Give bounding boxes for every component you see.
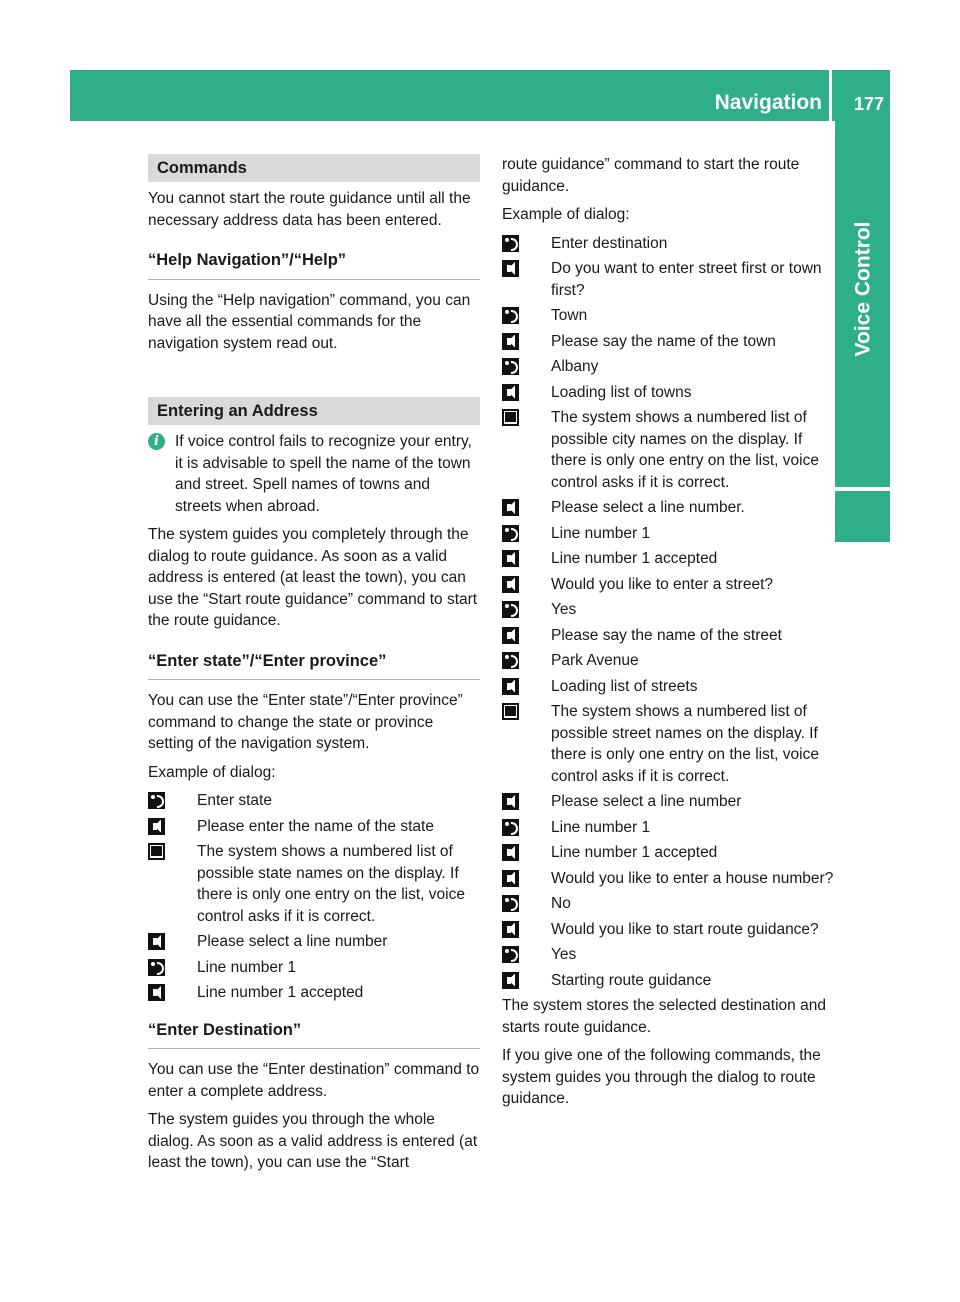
speaker-icon [502, 307, 519, 324]
system-voice-icon [502, 550, 519, 567]
system-voice-icon [502, 384, 519, 401]
state-dialog-list [148, 790, 480, 1004]
commands-heading: Commands [148, 154, 480, 182]
dialog-step [502, 625, 837, 647]
dialog-step [502, 791, 837, 813]
address-text: The system guides you completely through the dialog to route guidance. As soon as a valid address is entered (at least the town), you can use the “Start route guidance” command to start the route guidance. [148, 526, 478, 629]
dialog-step-text: No [551, 895, 571, 912]
destination-text-1: You can use the “Enter destination” command to enter a complete address. [148, 1061, 480, 1100]
dialog-step-text: Line number 1 [197, 958, 297, 976]
dialog-step-text: The system shows a numbered list of possible city names on the display. If there is only one entry on the list, voice control asks if it is correct. [551, 409, 819, 491]
system-voice-icon [502, 921, 519, 938]
dialog-step [148, 841, 480, 927]
page-header [70, 70, 890, 121]
destination-heading: “Enter Destination” [148, 1020, 480, 1050]
speaker-icon [148, 792, 165, 809]
dialog-step [502, 356, 837, 378]
commands-text: You cannot start the route guidance until all the necessary address data has been entered. [148, 190, 471, 229]
dialog-step-text: Line number 1 [551, 524, 651, 542]
dialog-step [502, 650, 837, 672]
chapter-tab-label: Voice Control [850, 221, 874, 357]
section-title: Navigation [714, 91, 822, 114]
dialog-step-text: Line number 1 accepted [551, 550, 718, 567]
dialog-step [502, 599, 837, 621]
example-label: Example of dialog: [502, 206, 630, 223]
system-voice-icon [148, 818, 165, 835]
state-text: You can use the “Enter state”/“Enter province” command to change the state or province setting of the navigation system. [148, 692, 463, 752]
dialog-step [148, 982, 480, 1004]
system-voice-icon [502, 793, 519, 810]
dialog-step-text: Loading list of streets [551, 677, 698, 695]
speaker-icon [502, 525, 519, 542]
right-column [502, 154, 837, 1117]
dialog-step-text: Yes [551, 601, 577, 618]
left-column [148, 154, 480, 1181]
dialog-step [502, 233, 837, 255]
info-note [148, 431, 480, 517]
dialog-step-text: Would you like to enter a street? [551, 575, 774, 593]
dialog-step [502, 676, 837, 698]
speaker-icon [502, 819, 519, 836]
dialog-step-text: Yes [551, 946, 577, 963]
speaker-icon [502, 235, 519, 252]
state-example-label: Example of dialog: [148, 763, 276, 781]
closing-text-1: The system stores the selected destination and starts route guidance. [502, 997, 826, 1036]
dialog-step-text: Would you like to start route guidance? [551, 920, 819, 938]
chapter-marker [835, 491, 890, 542]
dialog-step [148, 931, 480, 953]
destination-text-2: The system guides you through the whole dialog. As soon as a valid address is entered (at least the town), you can use the “Start [148, 1111, 478, 1171]
dialog-step [502, 382, 837, 404]
dialog-step-text: Line number 1 accepted [551, 844, 718, 861]
dialog-step-text: The system shows a numbered list of possible state names on the display. If there is only one entry on the list, voice control asks if it is correct. [197, 843, 465, 925]
dialog-step [502, 407, 837, 493]
dialog-step [148, 957, 480, 979]
dialog-step [148, 790, 480, 812]
help-heading: “Help Navigation”/“Help” [148, 250, 480, 280]
display-icon [502, 409, 519, 426]
dialog-step-text: Please select a line number [197, 933, 388, 950]
speaker-icon [502, 652, 519, 669]
dialog-step-text: Line number 1 [551, 818, 651, 836]
speaker-icon [502, 601, 519, 618]
dialog-step [502, 523, 837, 545]
system-voice-icon [502, 627, 519, 644]
system-voice-icon [148, 933, 165, 950]
system-voice-icon [502, 678, 519, 695]
dialog-step [502, 944, 837, 966]
system-voice-icon [502, 576, 519, 593]
dialog-step [148, 816, 480, 838]
dialog-step-text: The system shows a numbered list of possible street names on the display. If there is only one entry on the list, voice control asks if it is correct. [551, 703, 819, 785]
system-voice-icon [502, 844, 519, 861]
dialog-step-text: Loading list of towns [551, 383, 692, 401]
state-heading: “Enter state”/“Enter province” [148, 651, 480, 681]
dialog-step-text: Starting route guidance [551, 971, 712, 989]
info-note-text: If voice control fails to recognize your entry, it is advisable to spell the name of the town and street. Spell names of towns and streets when abroad. [175, 433, 472, 515]
dialog-step [502, 701, 837, 787]
speaker-icon [502, 946, 519, 963]
speaker-icon [502, 358, 519, 375]
dialog-step [502, 331, 837, 353]
dialog-step [502, 305, 837, 327]
dialog-step-text: Please say the name of the town [551, 332, 776, 350]
dialog-step-text: Please enter the name of the state [197, 817, 434, 835]
speaker-icon [502, 895, 519, 912]
dialog-step [502, 497, 837, 519]
dialog-step-text: Town [551, 307, 588, 324]
destination-dialog-list [502, 233, 837, 992]
dialog-step [502, 258, 837, 301]
dialog-step [502, 893, 837, 915]
system-voice-icon [502, 870, 519, 887]
system-voice-icon [502, 333, 519, 350]
header-divider [829, 70, 832, 121]
dialog-step-text: Albany [551, 358, 599, 375]
dialog-step [502, 919, 837, 941]
closing-text-2: If you give one of the following commands, the system guides you through the dialog to route guidance. [502, 1047, 821, 1107]
display-icon [148, 843, 165, 860]
continued-text: route guidance” command to start the route guidance. [502, 156, 800, 195]
dialog-step [502, 842, 837, 864]
address-heading: Entering an Address [148, 397, 480, 425]
dialog-step-text: Park Avenue [551, 652, 639, 669]
dialog-step-text: Line number 1 accepted [197, 984, 364, 1001]
dialog-step [502, 817, 837, 839]
display-icon [502, 703, 519, 720]
dialog-step-text: Please select a line number [551, 793, 742, 810]
dialog-step-text: Do you want to enter street first or town first? [551, 260, 822, 299]
system-voice-icon [502, 499, 519, 516]
speaker-icon [148, 959, 165, 976]
dialog-step-text: Please say the name of the street [551, 626, 782, 644]
system-voice-icon [148, 984, 165, 1001]
help-text: Using the “Help navigation” command, you can have all the essential commands for the navigation system read out. [148, 291, 471, 352]
dialog-step-text: Would you like to enter a house number? [551, 869, 834, 887]
dialog-step-text: Enter destination [551, 234, 668, 252]
page-number: 177 [853, 94, 884, 114]
info-icon: i [148, 433, 165, 450]
dialog-step [502, 970, 837, 992]
system-voice-icon [502, 260, 519, 277]
dialog-step [502, 574, 837, 596]
dialog-step-text: Enter state [197, 792, 272, 809]
dialog-step [502, 868, 837, 890]
chapter-tab [835, 121, 890, 487]
dialog-step-text: Please select a line number. [551, 499, 745, 516]
dialog-step [502, 548, 837, 570]
system-voice-icon [502, 972, 519, 989]
